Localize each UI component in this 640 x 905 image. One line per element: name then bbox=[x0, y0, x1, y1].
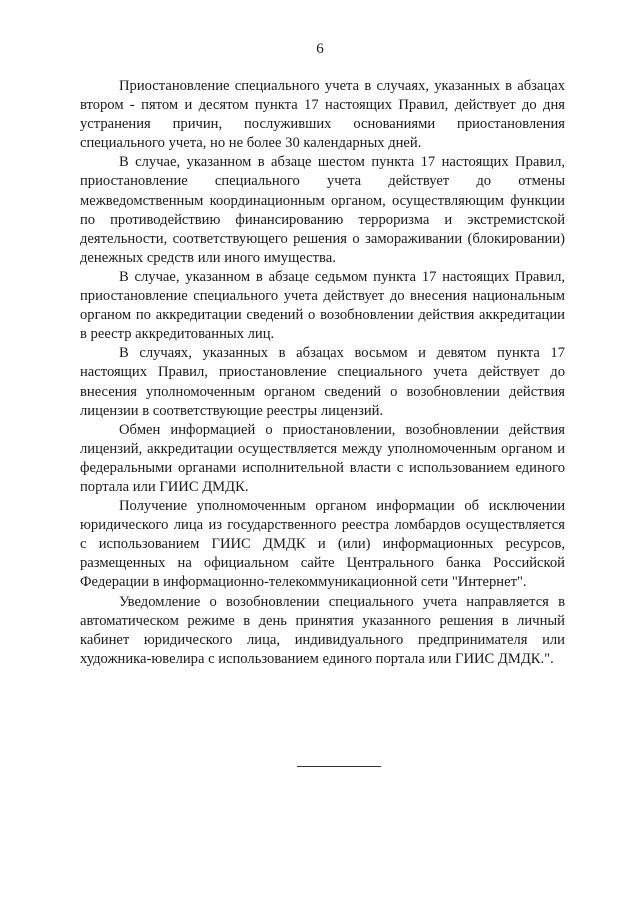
paragraph-7: Уведомление о возобновлении специального учета направляется в автоматическом режиме в день принятия указанного решения в личный кабинет юридического лица, индивидуального предпринимателя или художника-ювелира с использованием единого портала или ГИИС ДМДК.". bbox=[80, 593, 565, 667]
paragraph-4: В случаях, указанных в абзацах восьмом и девятом пункта 17 настоящих Правил, приостановление специального учета действует до внесения уполномоченным органом сведений о возобновлении действия лицензии в соответствующие реестры лицензий. bbox=[80, 345, 565, 419]
paragraph-3: В случае, указанном в абзаце седьмом пункта 17 настоящих Правил, приостановление специального учета действует до внесения национальным органом по аккредитации сведений о возобновлении действия аккредитации в реестр аккредитованных лиц. bbox=[80, 268, 565, 343]
paragraph-6: Получение уполномоченным органом информации об исключении юридического лица из государственного реестра ломбардов осуществляется с использованием ГИИС ДМДК и (или) информационных ресурсов, размещенных на официальном сайте Центрального банка Российской Федерации в информационно-телекоммуникационной сети "Интернет". bbox=[80, 498, 565, 591]
document-body bbox=[80, 77, 565, 669]
paragraph-5: Обмен информацией о приостановлении, возобновлении действия лицензий, аккредитации осуществляется между уполномоченным органом и федеральными органами исполнительной власти с использованием единого портала или ГИИС ДМДК. bbox=[80, 421, 565, 495]
page-number: 6 bbox=[316, 41, 324, 57]
end-of-document-rule bbox=[297, 766, 381, 767]
paragraph-1: Приостановление специального учета в случаях, указанных в абзацах втором - пятом и десятом пункта 17 настоящих Правил, действует до дня устранения причин, послуживших основаниями приостановления специального учета, но не более 30 календарных дней. bbox=[80, 78, 565, 152]
paragraph-2: В случае, указанном в абзаце шестом пункта 17 настоящих Правил, приостановление специального учета действует до отмены межведомственным координационным органом, осуществляющим функции по противодействию финансированию терроризма и экстремистской деятельности, соответствующего решения о замораживании (блокировании) денежных средств или иного имущества. bbox=[80, 154, 565, 266]
